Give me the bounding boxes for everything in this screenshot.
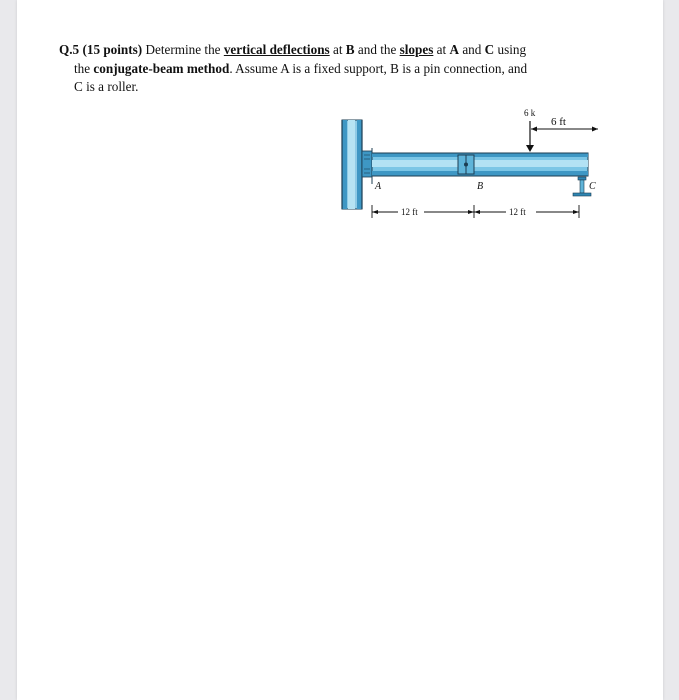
question-number: Q.5 [59, 42, 80, 57]
text-run: and [459, 42, 485, 57]
span-ab-label: 12 ft [401, 207, 418, 217]
emphasis-method: conjugate-beam method [93, 60, 230, 76]
label-c: C [589, 181, 596, 192]
text-run: at [329, 42, 346, 57]
pin-connection-b [458, 155, 474, 174]
text-run: at [433, 42, 450, 57]
span-bc-label: 12 ft [509, 207, 526, 217]
point-b: B [345, 42, 355, 57]
load-offset-label: 6 ft [551, 116, 566, 128]
fixed-connection [362, 148, 372, 184]
question-points: (15 points) [82, 42, 143, 57]
point-a: A [449, 42, 460, 57]
emphasis-vertical-deflections: vertical deflections [223, 42, 330, 57]
text-run: C is a roller. [74, 79, 139, 94]
point-c: C [484, 42, 495, 57]
beam [372, 153, 588, 176]
emphasis-slopes: slopes [399, 42, 434, 57]
label-a: A [375, 181, 382, 192]
label-b: B [477, 181, 484, 192]
point-load-arrow [526, 121, 534, 152]
text-run: . Assume A is a fixed support, B is a pin connection, and [229, 60, 528, 76]
load-label: 6 k [524, 108, 536, 118]
text-run: Determine the [142, 42, 224, 57]
fixed-support-column [342, 120, 362, 209]
text-run: using [494, 42, 527, 57]
text-run: the [74, 60, 94, 76]
text-run: and the [354, 42, 400, 57]
